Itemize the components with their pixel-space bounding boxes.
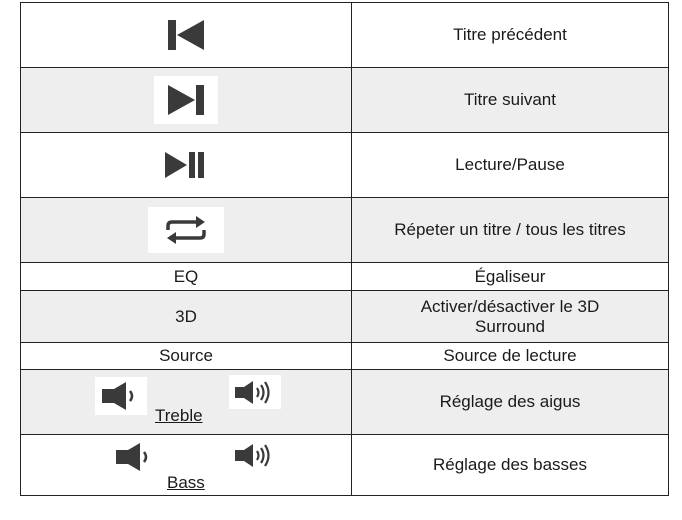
- table-row: [21, 198, 669, 263]
- function-line: Surround: [475, 316, 545, 336]
- key-cell: 3D: [21, 291, 352, 343]
- play-pause-icon: [151, 141, 221, 189]
- function-cell: [352, 291, 669, 343]
- table-row: [21, 68, 669, 133]
- function-cell: Répeter un titre / tous les titres: [352, 198, 669, 263]
- key-cell: EQ: [21, 263, 352, 291]
- button-function-table: [20, 2, 669, 496]
- function-cell: Titre précédent: [352, 3, 669, 68]
- skip-next-icon: [154, 76, 218, 124]
- function-cell: Titre suivant: [352, 68, 669, 133]
- function-cell: Réglage des basses: [352, 435, 669, 496]
- function-cell: Source de lecture: [352, 343, 669, 370]
- key-cell: Source: [21, 343, 352, 370]
- icon-cell: [21, 3, 352, 68]
- table-row: [21, 343, 669, 370]
- table-row: [21, 3, 669, 68]
- skip-previous-icon: [154, 11, 218, 59]
- icon-cell: [21, 133, 352, 198]
- table-row: [21, 291, 669, 343]
- speaker-low-icon: [95, 377, 147, 415]
- repeat-icon: [148, 207, 224, 253]
- speaker-low-icon: [109, 438, 161, 476]
- treble-label: Treble: [155, 406, 203, 425]
- function-cell: Égaliseur: [352, 263, 669, 291]
- speaker-high-icon: [229, 438, 281, 472]
- table-row: [21, 133, 669, 198]
- icon-cell: [21, 370, 352, 435]
- function-cell: Lecture/Pause: [352, 133, 669, 198]
- icon-cell: [21, 198, 352, 263]
- table-row: [21, 435, 669, 496]
- function-line: Activer/désactiver le 3D: [420, 296, 600, 316]
- table-row: [21, 370, 669, 435]
- function-cell: Réglage des aigus: [352, 370, 669, 435]
- speaker-high-icon: [229, 375, 281, 409]
- bass-label: Bass: [167, 473, 205, 492]
- icon-cell: [21, 435, 352, 496]
- icon-cell: [21, 68, 352, 133]
- table-row: [21, 263, 669, 291]
